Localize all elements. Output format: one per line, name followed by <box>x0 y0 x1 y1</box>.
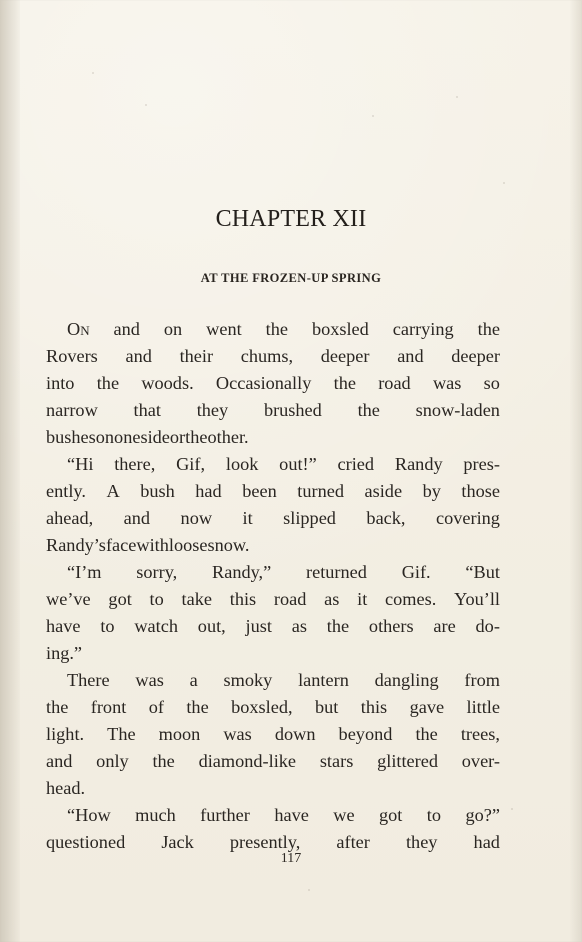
word: comes. <box>385 589 437 609</box>
word: have <box>46 616 81 636</box>
word: of <box>148 697 164 717</box>
word: covering <box>435 508 500 528</box>
word: it <box>242 508 253 528</box>
word: the <box>96 373 120 393</box>
word: and <box>397 346 424 366</box>
word: back, <box>366 508 406 528</box>
word: presently, <box>229 832 301 852</box>
word: it <box>357 589 368 609</box>
word: on <box>95 427 115 447</box>
word: deeper <box>320 346 370 366</box>
word: into <box>46 373 75 393</box>
text-line <box>46 424 500 451</box>
word: by <box>422 481 441 501</box>
word: ing.” <box>46 643 83 663</box>
word: and <box>125 346 152 366</box>
word: go?” <box>465 805 500 825</box>
text-line <box>46 316 500 343</box>
word: had <box>473 832 500 852</box>
word: The <box>107 724 136 744</box>
word: A <box>106 481 120 501</box>
text-line <box>46 775 500 802</box>
page-left-shadow <box>0 0 20 942</box>
word: with <box>136 535 169 555</box>
word: trees, <box>460 724 500 744</box>
word: road <box>273 589 307 609</box>
word: out, <box>197 616 226 636</box>
word: was <box>432 373 462 393</box>
text-line <box>46 802 500 829</box>
paper-speck <box>456 96 458 98</box>
word: ahead, <box>46 508 94 528</box>
word: carrying <box>392 319 454 339</box>
word: “Hi <box>67 454 94 474</box>
word: and <box>123 508 151 528</box>
word: and <box>46 751 73 771</box>
word: the <box>357 400 380 420</box>
word: Randy <box>394 454 443 474</box>
word: light. <box>46 724 85 744</box>
text-line <box>46 559 500 586</box>
word: gave <box>409 697 445 717</box>
word: to <box>149 589 164 609</box>
word: after <box>336 832 370 852</box>
word: take <box>181 589 212 609</box>
word: the <box>152 751 175 771</box>
word: one <box>114 427 141 447</box>
word: bush <box>140 481 175 501</box>
paper-speck <box>308 889 310 891</box>
word: returned <box>306 562 367 582</box>
word: had <box>195 481 222 501</box>
word: a <box>189 670 198 690</box>
word: their <box>179 346 214 366</box>
word: pres- <box>463 454 500 474</box>
word: been <box>242 481 277 501</box>
paper-speck <box>92 72 94 74</box>
word: got <box>108 589 132 609</box>
word: moon <box>158 724 201 744</box>
word: stars <box>319 751 354 771</box>
word: snow. <box>207 535 250 555</box>
word: aside <box>364 481 403 501</box>
word: went <box>206 319 242 339</box>
word: You’ll <box>454 589 500 609</box>
paper-speck <box>511 808 513 810</box>
word: have <box>274 805 309 825</box>
word: face <box>105 535 137 555</box>
word: was <box>135 670 164 690</box>
word: the <box>185 427 208 447</box>
word: much <box>135 805 176 825</box>
text-line <box>46 370 500 397</box>
word: Jack <box>161 832 194 852</box>
word: that <box>133 400 161 420</box>
word: road <box>378 373 411 393</box>
word: over- <box>461 751 500 771</box>
word: “How <box>67 805 111 825</box>
word: they <box>196 400 229 420</box>
word: on <box>163 319 183 339</box>
word: sorry, <box>136 562 178 582</box>
word: Occasionally <box>215 373 312 393</box>
word: further <box>200 805 250 825</box>
word: watch <box>134 616 178 636</box>
paper-speck <box>372 115 374 117</box>
word: as <box>324 589 340 609</box>
word: do- <box>475 616 500 636</box>
text-line <box>46 451 500 478</box>
word: down <box>274 724 316 744</box>
word: this <box>229 589 257 609</box>
word: On <box>67 319 90 339</box>
word: the <box>265 319 288 339</box>
word: Rovers <box>46 346 98 366</box>
word: to <box>426 805 442 825</box>
word: but <box>314 697 339 717</box>
word: so <box>483 373 500 393</box>
word: just <box>245 616 272 636</box>
word: beyond <box>338 724 393 744</box>
word: they <box>405 832 438 852</box>
text-line <box>46 640 500 667</box>
word: got <box>379 805 403 825</box>
word: “But <box>465 562 500 582</box>
word: to <box>100 616 115 636</box>
word: other. <box>207 427 249 447</box>
word: Randy,” <box>212 562 272 582</box>
page-number: 117 <box>280 851 302 866</box>
word: from <box>464 670 500 690</box>
text-line <box>46 748 500 775</box>
word: loose <box>168 535 208 555</box>
word: this <box>360 697 388 717</box>
word: front <box>90 697 127 717</box>
word: woods. <box>141 373 194 393</box>
word: as <box>291 616 307 636</box>
word: little <box>466 697 500 717</box>
word: out!” <box>279 454 317 474</box>
word: “I’m <box>67 562 102 582</box>
word: now <box>180 508 213 528</box>
word: deeper <box>451 346 500 366</box>
word: Gif. <box>401 562 431 582</box>
word: the <box>477 319 500 339</box>
word: bushes <box>46 427 96 447</box>
word: the <box>333 373 356 393</box>
word: smoky <box>223 670 273 690</box>
word: narrow <box>46 400 98 420</box>
word: chums, <box>240 346 294 366</box>
word: the <box>46 697 69 717</box>
paper-speck <box>145 104 147 106</box>
word: only <box>96 751 129 771</box>
text-line <box>46 694 500 721</box>
word: and <box>113 319 140 339</box>
text-line <box>46 586 500 613</box>
word: the <box>186 697 209 717</box>
word: boxsled, <box>231 697 293 717</box>
text-line <box>46 721 500 748</box>
word: are <box>433 616 456 636</box>
chapter-title: CHAPTER XII <box>215 206 367 232</box>
word: glittered <box>377 751 439 771</box>
word: the <box>415 724 438 744</box>
text-line <box>46 667 500 694</box>
word: slipped <box>283 508 336 528</box>
word: lantern <box>298 670 349 690</box>
word: Gif, <box>176 454 206 474</box>
word: questioned <box>46 832 126 852</box>
chapter-text <box>46 316 500 856</box>
page-right-shadow <box>570 0 582 942</box>
word: side <box>140 427 170 447</box>
text-line <box>46 505 500 532</box>
word: turned <box>297 481 344 501</box>
text-line <box>46 613 500 640</box>
word: snow-laden <box>415 400 500 420</box>
word: those <box>461 481 500 501</box>
text-line <box>46 397 500 424</box>
word: boxsled <box>311 319 369 339</box>
word: head. <box>46 778 86 798</box>
word: Randy’s <box>46 535 106 555</box>
text-line <box>46 343 500 370</box>
word: we’ve <box>46 589 91 609</box>
text-line <box>46 478 500 505</box>
word: was <box>223 724 252 744</box>
word: brushed <box>263 400 322 420</box>
word: cried <box>337 454 375 474</box>
chapter-subtitle: AT THE FROZEN-UP SPRING <box>200 271 382 285</box>
word: there, <box>114 454 156 474</box>
word: or <box>169 427 186 447</box>
word: There <box>67 670 110 690</box>
text-line <box>46 532 500 559</box>
word: look <box>225 454 259 474</box>
word: diamond-like <box>198 751 297 771</box>
word: ently. <box>46 481 86 501</box>
word: we <box>333 805 355 825</box>
word: dangling <box>374 670 439 690</box>
word: the <box>326 616 350 636</box>
word: others <box>368 616 414 636</box>
paper-speck <box>503 182 505 184</box>
